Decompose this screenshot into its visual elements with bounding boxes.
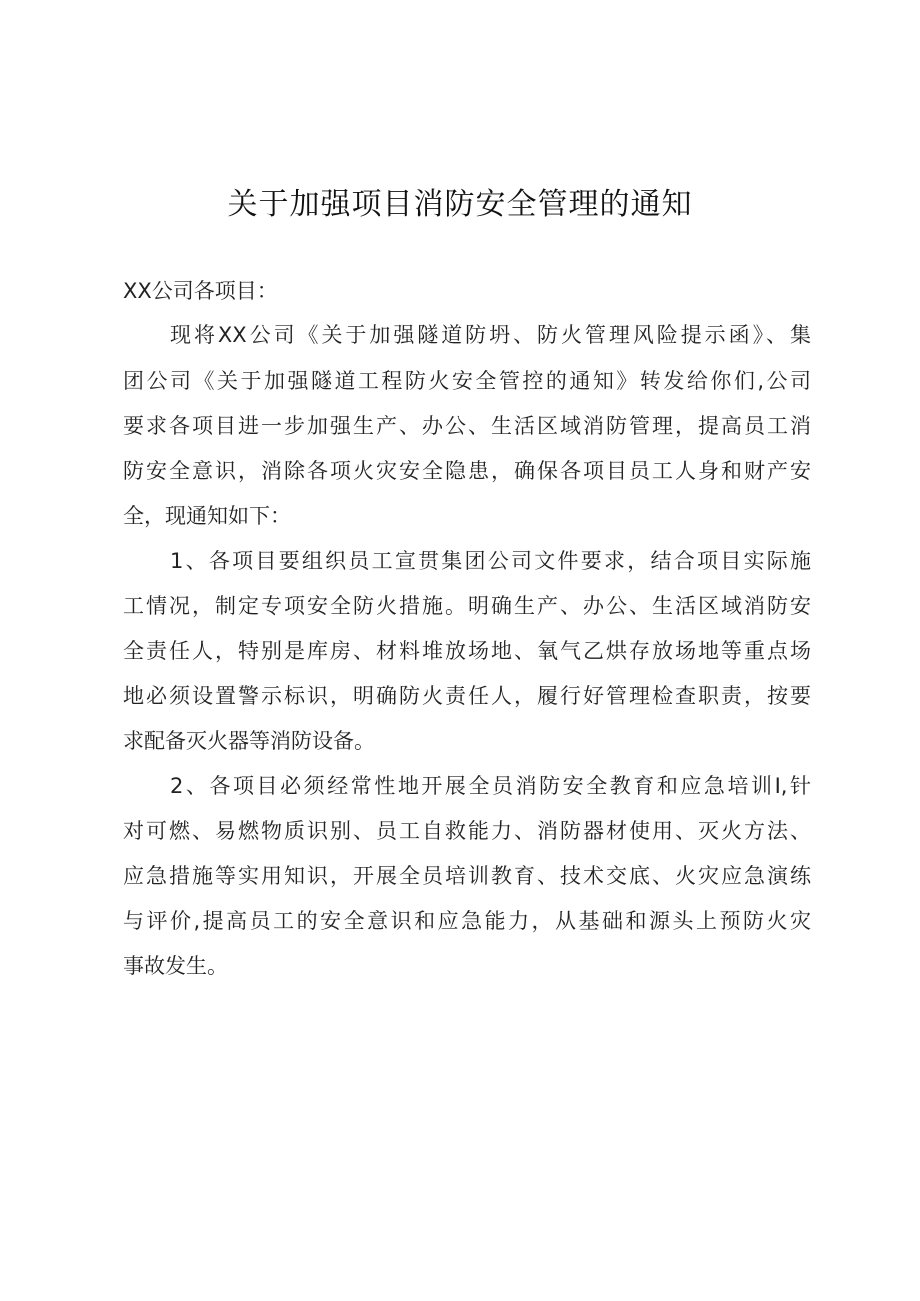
paragraph1-line-4: 防安全意识，消除各项火灾安全隐患，确保各项目员工人身和财产安 <box>123 459 811 483</box>
item1-line-1: 1、各项目要组织员工宣贯集团公司文件要求，结合项目实际施 <box>170 549 811 573</box>
item2-line-1: 2、各项目必须经常性地开展全员消防安全教育和应急培训I,针 <box>170 774 811 798</box>
document-title: 关于加强项目消防安全管理的通知 <box>227 187 693 222</box>
item2-line-2: 对可燃、易燃物质识别、员工自救能力、消防器材使用、灭火方法、 <box>123 819 811 843</box>
item2-line-4: 与评价,提高员工的安全意识和应急能力，从基础和源头上预防火灾 <box>123 909 811 933</box>
item2-line-5: 事故发生。 <box>123 954 228 978</box>
item2-line-3: 应急措施等实用知识，开展全员培训教育、技术交底、火灾应急演练 <box>123 864 811 888</box>
item1-line-3: 全责任人，特别是库房、材料堆放场地、氧气乙烘存放场地等重点场 <box>123 639 811 663</box>
paragraph1-line-3: 要求各项目进一步加强生产、办公、生活区域消防管理，提高员工消 <box>123 414 811 438</box>
salutation: XX公司各项目： <box>123 279 278 303</box>
item1-line-2: 工情况，制定专项安全防火措施。明确生产、办公、生活区域消防安 <box>123 594 811 618</box>
paragraph1-line-5: 全，现通知如下： <box>123 504 291 528</box>
item1-line-4: 地必须设置警示标识，明确防火责任人，履行好管理检查职责，按要 <box>123 684 811 708</box>
paragraph1-line-2: 团公司《关于加强隧道工程防火安全管控的通知》转发给你们,公司 <box>123 369 811 393</box>
paragraph1-line-1: 现将XX公司《关于加强隧道防坍、防火管理风险提示函》、集 <box>170 323 811 347</box>
item1-line-5: 求配备灭火器等消防设备。 <box>123 729 375 753</box>
